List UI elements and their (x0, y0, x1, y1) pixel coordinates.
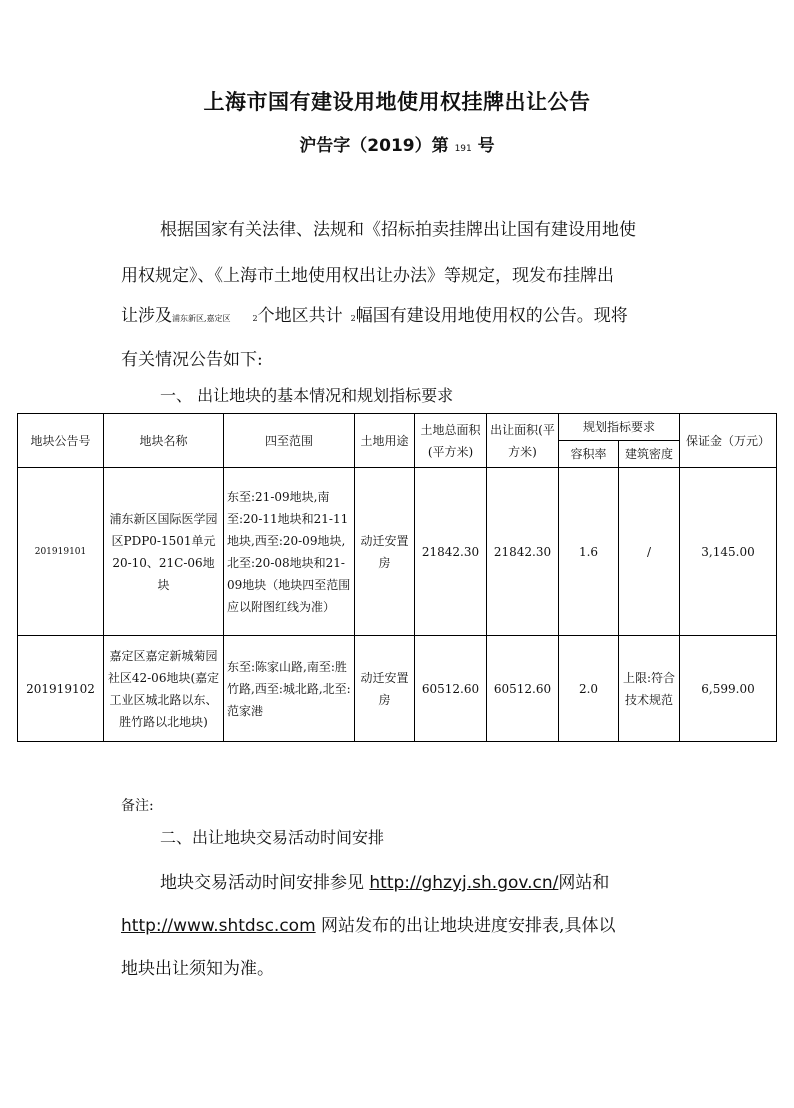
header-code: 地块公告号 (18, 414, 104, 468)
cell-far: 1.6 (559, 468, 619, 636)
section-2-text-b: 网站和 (558, 873, 610, 893)
header-sale-area: 出让面积(平方米) (487, 414, 559, 468)
header-name: 地块名称 (104, 414, 224, 468)
cell-total-area: 60512.60 (415, 636, 487, 742)
cell-density: 上限:符合技术规范 (619, 636, 680, 742)
header-density: 建筑密度 (619, 441, 680, 468)
planning-bureau-link[interactable]: http://ghzyj.sh.gov.cn/ (369, 873, 559, 893)
cell-use: 动迁安置房 (355, 636, 415, 742)
intro-line-4: 有关情况公告如下: (121, 350, 263, 370)
notice-number-suffix: 号 (477, 136, 495, 156)
header-total-area: 土地总面积(平方米) (415, 414, 487, 468)
cell-name: 嘉定区嘉定新城菊园社区42-06地块(嘉定工业区城北路以东、胜竹路以北地块) (104, 636, 224, 742)
header-deposit: 保证金（万元） (680, 414, 777, 468)
cell-code: 201919102 (18, 636, 104, 742)
section-2-line-3: 地块出让须知为准。 (121, 959, 274, 979)
table-header-row (18, 414, 777, 441)
cell-deposit: 6,599.00 (680, 636, 777, 742)
cell-density: / (619, 468, 680, 636)
plot-table (17, 413, 777, 742)
intro-line-3 (121, 301, 628, 326)
land-trading-center-link[interactable]: http://www.shtdsc.com (121, 916, 316, 936)
cell-total-area: 21842.30 (415, 468, 487, 636)
notice-number (0, 131, 794, 156)
cell-code: 201919101 (18, 468, 104, 636)
district-list: 浦东新区,嘉定区 (172, 314, 231, 323)
district-count: 2 (252, 314, 258, 323)
cell-far: 2.0 (559, 636, 619, 742)
header-bounds: 四至范围 (224, 414, 355, 468)
cell-name: 浦东新区国际医学园区PDP0-1501单元20-10、21C-06地块 (104, 468, 224, 636)
section-2-text-c: 网站发布的出让地块进度安排表,具体以 (315, 916, 616, 936)
cell-use: 动迁安置房 (355, 468, 415, 636)
cell-bounds: 东至:陈家山路,南至:胜竹路,西至:城北路,北至:范家港 (224, 636, 355, 742)
header-use: 土地用途 (355, 414, 415, 468)
plot-count: 2 (350, 314, 356, 323)
header-planning: 规划指标要求 (559, 414, 680, 441)
cell-sale-area: 60512.60 (487, 636, 559, 742)
table-row (18, 636, 777, 742)
intro-text-a: 让涉及 (121, 306, 172, 326)
cell-sale-area: 21842.30 (487, 468, 559, 636)
section-2-line-1 (160, 868, 609, 893)
notice-number-value: 191 (454, 144, 472, 154)
intro-text-c: 幅国有建设用地使用权的公告。现将 (355, 306, 628, 326)
cell-bounds: 东至:21-09地块,南至:20-11地块和21-11地块,西至:20-09地块,北至:20-08地块和21-09地块（地块四至范围应以附图红线为准） (224, 468, 355, 636)
table-note: 备注: (121, 798, 154, 814)
cell-deposit: 3,145.00 (680, 468, 777, 636)
intro-text-b: 个地区共计 (257, 306, 343, 326)
header-far: 容积率 (559, 441, 619, 468)
section-2-line-2 (121, 911, 615, 936)
table-row (18, 468, 777, 636)
intro-line-1: 根据国家有关法律、法规和《招标拍卖挂牌出让国有建设用地使 (160, 220, 636, 240)
notice-number-prefix: 沪告字（2019）第 (299, 136, 449, 156)
notice-title: 上海市国有建设用地使用权挂牌出让公告 (203, 90, 591, 114)
section-2-heading: 二、出让地块交易活动时间安排 (160, 828, 385, 847)
section-1-heading: 一、 出让地块的基本情况和规划指标要求 (160, 386, 454, 405)
section-2-text-a: 地块交易活动时间安排参见 (160, 873, 370, 893)
intro-line-2: 用权规定》、《上海市土地使用权出让办法》等规定，现发布挂牌出 (121, 266, 614, 286)
